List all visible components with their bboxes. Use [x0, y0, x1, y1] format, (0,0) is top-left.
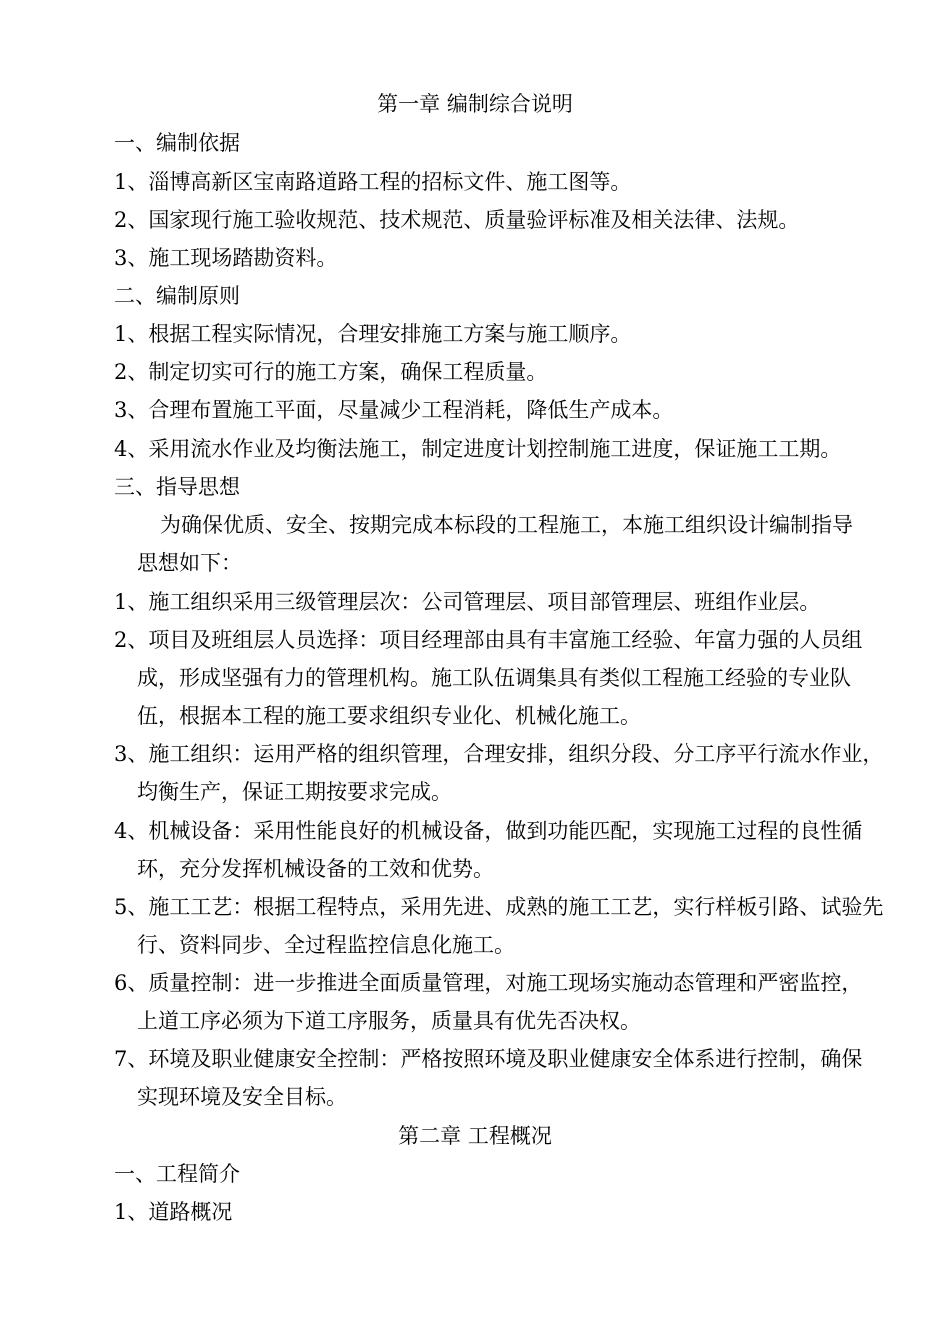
guidance-item-5-line-2: 行、资料同步、全过程监控信息化施工。 [137, 933, 515, 957]
guidance-intro-line-2: 思想如下： [137, 551, 242, 575]
basis-item-1: 1、淄博高新区宝南路道路工程的招标文件、施工图等。 [114, 170, 632, 194]
guidance-item-5-line-1: 5、施工工艺：根据工程特点，采用先进、成熟的施工工艺，实行样板引路、试验先 [114, 895, 884, 919]
guidance-item-4-line-1: 4、机械设备：采用性能良好的机械设备，做到功能匹配，实现施工过程的良性循 [114, 819, 863, 843]
guidance-item-2-line-2: 成，形成坚强有力的管理机构。施工队伍调集具有类似工程施工经验的专业队 [137, 666, 851, 690]
section-heading-basis: 一、编制依据 [114, 131, 240, 155]
basis-item-3: 3、施工现场踏勘资料。 [114, 246, 338, 270]
guidance-item-7-line-1: 7、环境及职业健康安全控制：严格按照环境及职业健康安全体系进行控制，确保 [114, 1047, 863, 1071]
chapter-2-title: 第二章 工程概况 [398, 1124, 552, 1148]
guidance-item-2-line-1: 2、项目及班组层人员选择：项目经理部由具有丰富施工经验、年富力强的人员组 [114, 628, 863, 652]
principle-item-4: 4、采用流水作业及均衡法施工，制定进度计划控制施工进度，保证施工工期。 [114, 437, 842, 461]
section-heading-principles: 二、编制原则 [114, 284, 240, 308]
section-heading-guidance: 三、指导思想 [114, 475, 240, 499]
guidance-intro-line-1: 为确保优质、安全、按期完成本标段的工程施工，本施工组织设计编制指导 [160, 513, 853, 537]
guidance-item-6-line-2: 上道工序必须为下道工序服务，质量具有优先否决权。 [137, 1009, 641, 1033]
basis-item-2: 2、国家现行施工验收规范、技术规范、质量验评标准及相关法律、法规。 [114, 208, 800, 232]
subsection-road-overview: 1、道路概况 [114, 1200, 233, 1224]
guidance-item-2-line-3: 伍，根据本工程的施工要求组织专业化、机械化施工。 [137, 704, 641, 728]
guidance-item-3-line-1: 3、施工组织：运用严格的组织管理，合理安排，组织分段、分工序平行流水作业， [114, 742, 884, 766]
chapter-1-title: 第一章 编制综合说明 [377, 92, 573, 116]
section-heading-project-intro: 一、工程简介 [114, 1162, 240, 1186]
guidance-item-6-line-1: 6、质量控制：进一步推进全面质量管理，对施工现场实施动态管理和严密监控， [114, 971, 863, 995]
guidance-item-4-line-2: 环，充分发挥机械设备的工效和优势。 [137, 857, 494, 881]
principle-item-2: 2、制定切实可行的施工方案，确保工程质量。 [114, 360, 548, 384]
guidance-item-7-line-2: 实现环境及安全目标。 [137, 1085, 347, 1109]
principle-item-1: 1、根据工程实际情况，合理安排施工方案与施工顺序。 [114, 322, 632, 346]
principle-item-3: 3、合理布置施工平面，尽量减少工程消耗，降低生产成本。 [114, 398, 674, 422]
guidance-item-1: 1、施工组织采用三级管理层次：公司管理层、项目部管理层、班组作业层。 [114, 590, 821, 614]
guidance-item-3-line-2: 均衡生产，保证工期按要求完成。 [137, 780, 452, 804]
